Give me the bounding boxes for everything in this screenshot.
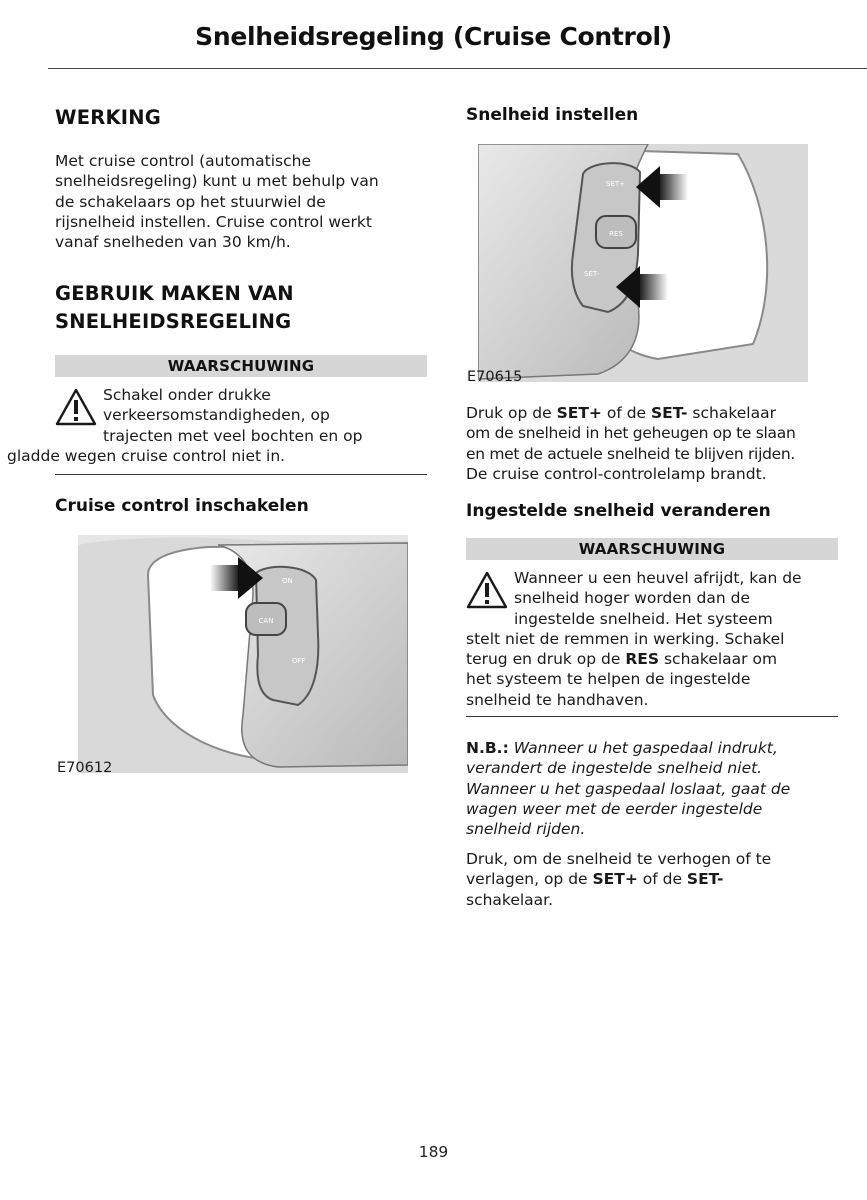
section-werking (55, 104, 427, 132)
warning-end-rule (55, 474, 427, 475)
werking-text (55, 151, 427, 252)
instellen-line: om de snelheid in het geheugen op te slaan (466, 424, 796, 443)
heading-instellen: Snelheid instellen (466, 105, 639, 125)
set-plus-label: SET+ (556, 404, 602, 422)
warning-triangle-icon (55, 387, 97, 427)
werking-line: de schakelaars op het stuurwiel de (55, 192, 326, 211)
note-line: wagen weer met de eerder ingestelde (466, 799, 763, 818)
warning-triangle-icon (466, 570, 508, 610)
text-fragment: verlagen, op de (466, 870, 593, 889)
warning-line: stelt niet de remmen in werking. Schakel (466, 629, 785, 648)
warning-line: gladde wegen cruise control niet in. (7, 446, 286, 465)
set-plus-button-label: SET+ (606, 180, 626, 188)
note-line (466, 738, 840, 758)
final-line: schakelaar. (466, 890, 554, 909)
warning-block-left (7, 355, 427, 466)
heading-inschakelen: Cruise control inschakelen (55, 496, 309, 516)
werking-line: rijsnelheid instellen. Cruise control werkt (55, 212, 372, 231)
section-veranderen (466, 499, 840, 523)
note-label: N.B.: (466, 739, 509, 757)
section-inschakelen (55, 494, 427, 518)
warning-line: ingestelde snelheid. Het systeem (514, 609, 773, 628)
steering-wheel-illustration (478, 144, 808, 382)
warning-line (466, 649, 838, 669)
note-block (466, 738, 840, 839)
warning-label: WAARSCHUWING (466, 538, 838, 560)
steering-wheel-illustration (78, 535, 408, 773)
text-fragment: of de (601, 404, 652, 422)
warning-line: snelheid te handhaven. (466, 690, 649, 709)
warning-line: Wanneer u een heuvel afrijdt, kan de (514, 569, 802, 587)
werking-line: vanaf snelheden van 30 km/h. (55, 233, 291, 252)
instellen-text (466, 403, 840, 484)
note-line: Wanneer u het gaspedaal loslaat, gaat de (466, 779, 791, 798)
set-minus-label: SET- (686, 870, 724, 889)
text-fragment: terug en druk op de (466, 650, 626, 669)
warning-body (466, 568, 838, 710)
warning-line: het systeem te helpen de ingestelde (466, 670, 751, 689)
off-button-label: OFF (292, 657, 306, 665)
warning-line: trajecten met veel bochten en op (103, 426, 363, 445)
final-line: Druk, om de snelheid te verhogen of te (466, 850, 772, 868)
heading-gebruik-line1: GEBRUIK MAKEN VAN (55, 282, 294, 305)
instellen-line (466, 403, 840, 423)
set-plus-label: SET+ (592, 870, 638, 889)
figure-steering-wheel-on (78, 535, 408, 773)
text-fragment: Druk op de (466, 404, 557, 422)
text-fragment: Wanneer u het gaspedaal indrukt, (508, 739, 778, 757)
final-block (466, 849, 840, 910)
note-line: verandert de ingestelde snelheid niet. (466, 759, 763, 778)
figure-id-e70615: E70615 (467, 369, 523, 385)
header-divider (48, 68, 867, 69)
can-button-label: CAN (258, 617, 274, 625)
heading-veranderen: Ingestelde snelheid veranderen (466, 501, 771, 521)
figure-id-e70612: E70612 (57, 760, 113, 776)
instellen-line: De cruise control-controlelamp brandt. (466, 464, 767, 483)
warning-block-right (466, 538, 838, 710)
res-button-label: RES (609, 230, 623, 238)
warning-line: snelheid hoger worden dan de (514, 589, 751, 608)
page-title: Snelheidsregeling (Cruise Control) (195, 22, 672, 51)
text-fragment: of de (637, 870, 687, 889)
section-gebruik (55, 280, 427, 336)
heading-werking: WERKING (55, 106, 161, 129)
warning-label: WAARSCHUWING (55, 355, 427, 377)
section-instellen (466, 103, 840, 127)
set-minus-label: SET- (651, 404, 688, 422)
note-line: snelheid rijden. (466, 820, 586, 839)
page-number: 189 (418, 1143, 449, 1161)
set-minus-button-label: SET- (584, 270, 600, 278)
text-fragment: schakelaar (687, 404, 776, 422)
instellen-line: en met de actuele snelheid te blijven rijden. (466, 444, 795, 463)
werking-line: Met cruise control (automatische (55, 152, 311, 170)
figure-steering-wheel-set (478, 144, 808, 382)
warning-body (7, 385, 427, 466)
warning-line: Schakel onder drukke (103, 386, 271, 404)
heading-gebruik-line2: SNELHEIDSREGELING (55, 310, 292, 333)
final-line (466, 869, 840, 889)
warning-end-rule (466, 716, 838, 717)
werking-line: snelheidsregeling) kunt u met behulp van (55, 172, 379, 191)
on-button-label: ON (282, 577, 293, 585)
warning-line: verkeersomstandigheden, op (103, 406, 330, 425)
text-fragment: schakelaar om (659, 650, 778, 669)
res-label: RES (625, 650, 660, 669)
